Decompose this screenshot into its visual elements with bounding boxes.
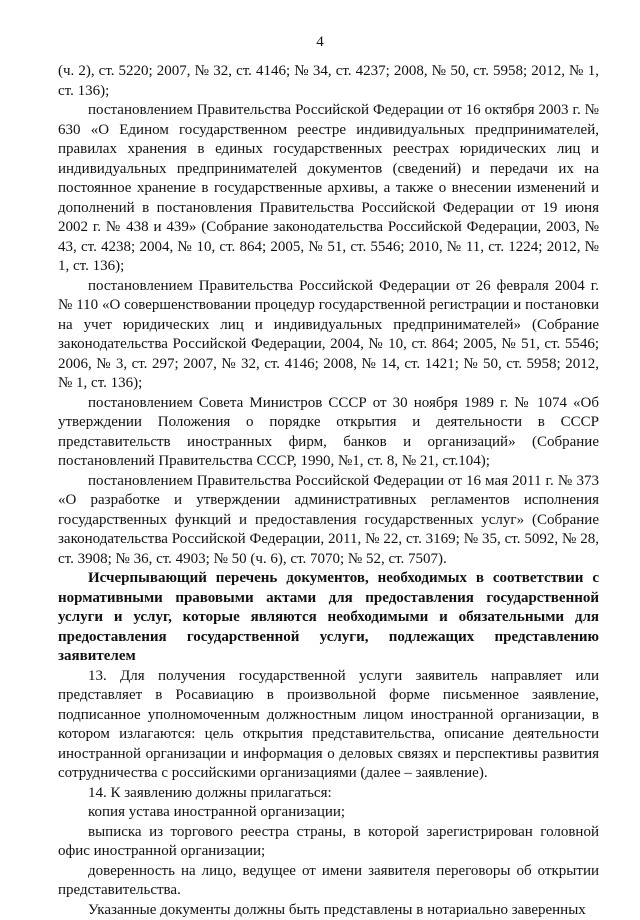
document-body	[58, 62, 599, 920]
section-heading: Исчерпывающий перечень документов, необходимых в соответствии с нормативными правовыми актами для предоставления государственной услуги и услуг, которые являются необходимыми и обязательными для предоставления государственной услуги, подлежащих представлению заявителем	[58, 569, 599, 667]
paragraph-14: 14. К заявлению должны прилагаться:	[58, 784, 599, 804]
paragraph-decree-373: постановлением Правительства Российской Федерации от 16 мая 2011 г. № 373 «О разработке и утверждении административных регламентов исполнения государственных функций и предоставления государственных услуг» (Собрание законодательства Российской Федерации, 2011, № 22, ст. 3169; № 35, ст. 5092, № 28, ст. 3908; № 36, ст. 4903; № 50 (ч. 6), ст. 7070; № 52, ст. 7507).	[58, 472, 599, 570]
list-item-trade-register-extract: выписка из торгового реестра страны, в которой зарегистрирован головной офис иностранной организации;	[58, 823, 599, 862]
paragraph-decree-1074: постановлением Совета Министров СССР от 30 ноября 1989 г. № 1074 «Об утверждении Положения о порядке открытия и деятельности в СССР представительств иностранных фирм, банков и организаций» (Собрание постановлений Правительства СССР, 1990, №1, ст. 8, № 21, ст.104);	[58, 394, 599, 472]
list-item-power-of-attorney: доверенность на лицо, ведущее от имени заявителя переговоры об открытии представительства.	[58, 862, 599, 901]
page-number: 4	[0, 33, 640, 51]
paragraph-decree-630: постановлением Правительства Российской Федерации от 16 октября 2003 г. № 630 «О Едином государственном реестре индивидуальных предпринимателей, правилах хранения в единых государственных реестрах юридических лиц и индивидуальных предпринимателей документов (сведений) и передачи их на постоянное хранение в государственные архивы, а также о внесении изменений и дополнений в постановления Правительства Российской Федерации от 19 июня 2002 г. № 438 и 439» (Собрание законодательства Российской Федерации, 2003, № 43, ст. 4238; 2004, № 10, ст. 864; 2005, № 51, ст. 5546; 2010, № 11, ст. 1224; 2012, № 1, ст. 136);	[58, 101, 599, 277]
paragraph-decree-110: постановлением Правительства Российской Федерации от 26 февраля 2004 г. № 110 «О совершенствовании процедур государственной регистрации и постановки на учет юридических лиц и индивидуальных предпринимателей» (Собрание законодательства Российской Федерации, 2004, № 10, ст. 864; 2005, № 51, ст. 5546; 2006, № 3, ст. 297; 2007, № 32, ст. 4146; 2008, № 14, ст. 1421; № 50, ст. 5958; 2012, № 1, ст. 136);	[58, 277, 599, 394]
paragraph-continuation: (ч. 2), ст. 5220; 2007, № 32, ст. 4146; № 34, ст. 4237; 2008, № 50, ст. 5958; 2012, № 1, ст. 136);	[58, 62, 599, 101]
list-item-charter-copy: копия устава иностранной организации;	[58, 803, 599, 823]
paragraph-notarized-documents: Указанные документы должны быть представлены в нотариально заверенных	[58, 901, 599, 920]
paragraph-13: 13. Для получения государственной услуги заявитель направляет или представляет в Росавиацию в произвольной форме письменное заявление, подписанное уполномоченным должностным лицом иностранной организации, в котором излагаются: цель открытия представительства, описание деятельности иностранной организации и информация о деловых связях и перспективы развития сотрудничества с российскими организациями (далее – заявление).	[58, 667, 599, 784]
